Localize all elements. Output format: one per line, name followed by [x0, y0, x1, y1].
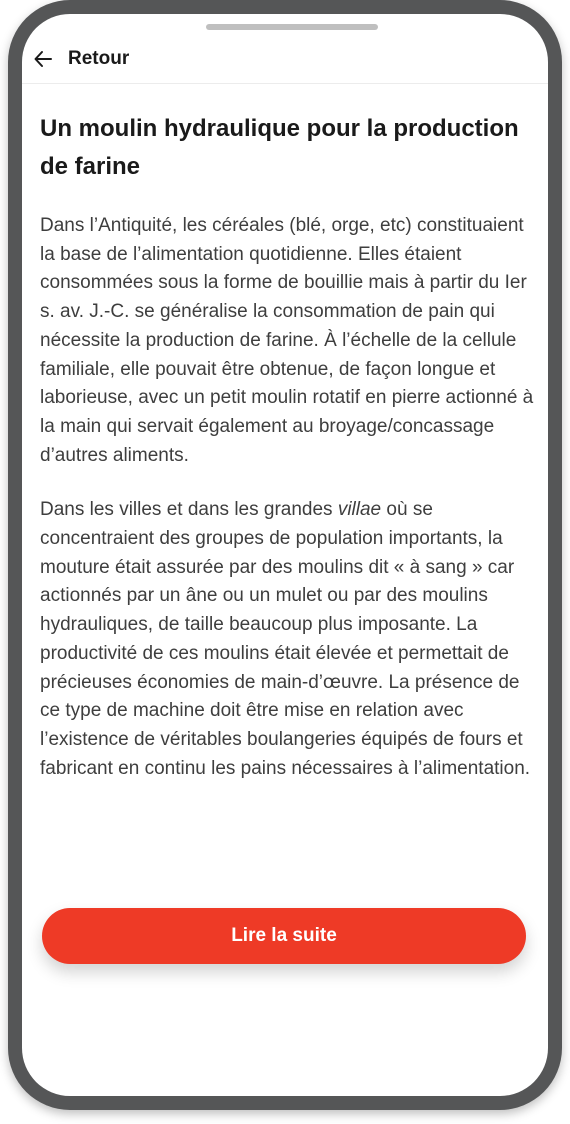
- paragraph-2-part-2: où se concentraient des groupes de population importants, la mouture était assurée par des moulins dit « à sang » car actionnés par un âne ou un mulet ou par des moulins hydrauliques, de taille beaucoup plus imposante. La productivité de ces moulins était élevée et permettait de précieuses économies de main-d’œuvre. La présence de ce type de machine doit être mise en relation avec l’existence de véritables boulangeries équipés de fours et fabricant en continu les pains nécessaires à l’alimentation.: [40, 499, 531, 779]
- top-navigation-bar: [22, 34, 548, 84]
- article-paragraph-2: [40, 496, 540, 783]
- page-title: Un moulin hydraulique pour la production de farine: [40, 115, 519, 180]
- paragraph-2-italic-term: villae: [337, 499, 382, 521]
- article-content: [40, 110, 540, 809]
- paragraph-2-part-1: Dans les villes et dans les grandes: [40, 499, 338, 521]
- back-button[interactable]: [34, 48, 129, 70]
- phone-screen: [22, 14, 548, 1096]
- home-indicator-bar: [206, 24, 378, 30]
- arrow-left-icon: [34, 50, 52, 68]
- back-label: Retour: [68, 47, 130, 69]
- article-paragraph-1: Dans l’Antiquité, les céréales (blé, orge, etc) constituaient la base de l’alimentation quotidienne. Elles étaient consommées sous la forme de bouillie mais à partir du Ier s. av. J.-C. se généralise la consommation de pain qui nécessite la production de farine. À l’échelle de la cellule familiale, elle pouvait être obtenue, de façon longue et laborieuse, avec un petit moulin rotatif en pierre actionné à la main qui servait également au broyage/concassage d’autres aliments.: [40, 215, 534, 466]
- phone-frame: [8, 0, 562, 1110]
- read-more-button[interactable]: Lire la suite: [42, 908, 526, 964]
